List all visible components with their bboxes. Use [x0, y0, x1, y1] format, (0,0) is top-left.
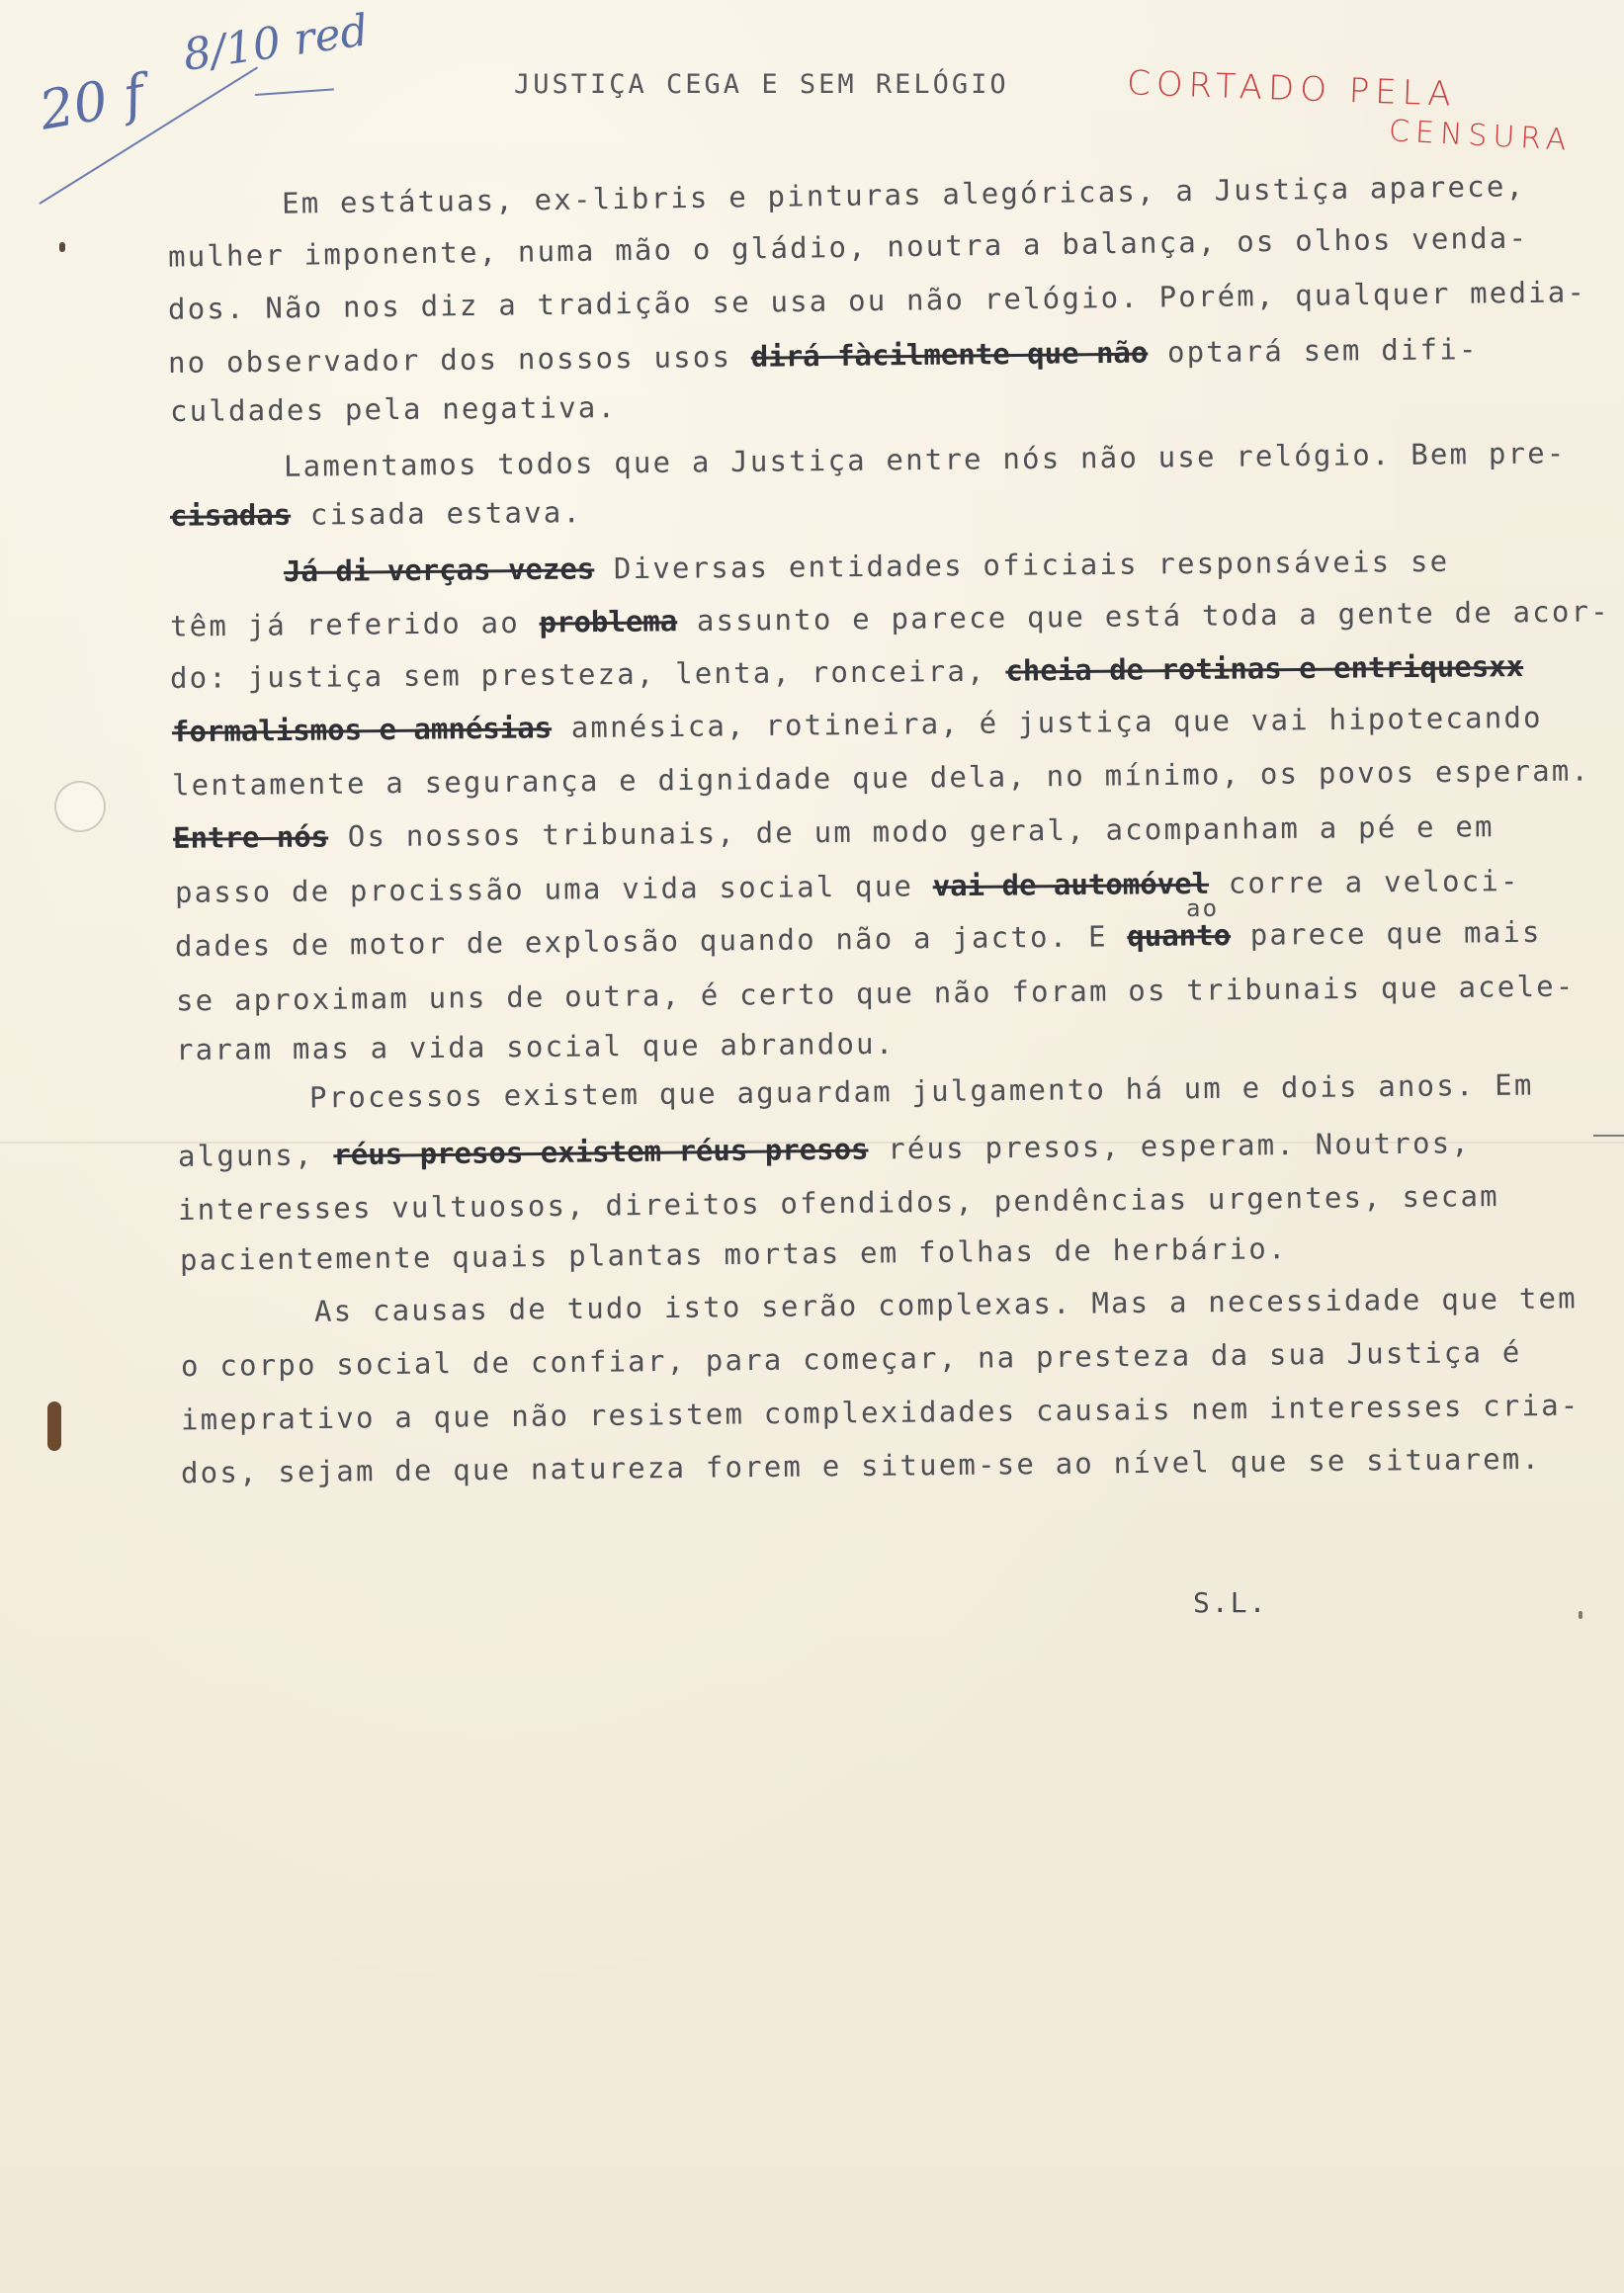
struck-out-text: vai de automóvel: [932, 866, 1210, 903]
line-text: Em estátuas, ex-libris e pinturas alegóricas, a Justiça aparece,: [281, 169, 1526, 220]
text-line: [172, 753, 1590, 802]
text-line: [178, 1126, 1471, 1173]
line-text: raram mas a vida social que abrandou.: [175, 1026, 896, 1067]
struck-out-text: cisadas: [169, 497, 292, 533]
line-text-continued: amnésica, rotineira, é justiça que vai hipotecando: [551, 700, 1543, 745]
line-text: pacientemente quais plantas mortas em folhas de herbário.: [179, 1231, 1288, 1277]
line-text: do: justiça sem presteza, lenta, ronceira,: [169, 653, 1006, 695]
line-text-continued: corre a veloci-: [1208, 864, 1520, 900]
text-line: [176, 970, 1576, 1018]
struck-out-text: formalismos e amnésias: [171, 711, 553, 749]
overtyped-correction: ao: [1186, 894, 1220, 922]
text-line: [170, 390, 617, 428]
line-text: dos. Não nos diz a tradição se usa ou não relógio. Porém, qualquer media-: [167, 275, 1587, 326]
punch-hole-top: [54, 781, 106, 832]
line-text: imeprativo a que não resistem complexidades causais nem interesses cria-: [180, 1388, 1581, 1437]
line-text: mulher imponente, numa mão o gládio, noutra a balança, os olhos venda-: [167, 220, 1529, 274]
censorship-annotation-line2: CENSURA: [1388, 114, 1574, 158]
line-text: no observador dos nossos usos: [167, 339, 751, 380]
text-line: [284, 436, 1567, 483]
text-line: [175, 864, 1520, 909]
struck-out-text: problema: [539, 604, 678, 639]
line-text: Lamentamos todos que a Justiça entre nós não use relógio. Bem pre-: [283, 436, 1567, 483]
line-text-continued: Os nossos tribunais, de um modo geral, acompanham a pé e em: [328, 809, 1495, 854]
text-line: [170, 594, 1610, 642]
line-text: lentamente a segurança e dignidade que dela, no mínimo, os povos esperam.: [171, 753, 1591, 803]
rust-mark: [47, 1401, 61, 1451]
document-title: JUSTIÇA CEGA E SEM RELÓGIO: [514, 69, 1009, 100]
line-text: culdades pela negativa.: [169, 390, 618, 428]
text-line: [170, 495, 582, 533]
text-line: [168, 220, 1529, 273]
pencil-number-annotation: 20 f: [35, 62, 149, 142]
line-text-continued: parece que mais: [1230, 914, 1542, 953]
text-line: [309, 1068, 1534, 1115]
edge-line-right: [1593, 1135, 1624, 1137]
text-line: [282, 169, 1526, 220]
text-line: [181, 1442, 1541, 1489]
line-text: se aproximam uns de outra, é certo que não foram os tribunais que acele-: [175, 969, 1576, 1018]
ink-dot: [59, 242, 65, 252]
pencil-date-annotation: 8/10 red: [180, 5, 372, 81]
text-line: [180, 1231, 1288, 1277]
line-text: passo de procissão uma vida social que: [174, 869, 933, 909]
text-line: [168, 332, 1479, 380]
text-line: [181, 1335, 1522, 1383]
line-text: dades de motor de explosão quando não a jacto. E: [174, 919, 1128, 964]
text-line: [175, 915, 1542, 963]
pencil-stroke-short: [255, 88, 334, 96]
line-text: têm já referido ao: [169, 605, 540, 643]
line-text: dos, sejam de que natureza forem e situem-se ao nível que se situarem.: [180, 1441, 1542, 1490]
line-text-continued: réus presos, esperam. Noutros,: [868, 1126, 1472, 1166]
line-text: Processos existem que aguardam julgamento há um e dois anos. Em: [308, 1067, 1534, 1115]
struck-out-text: réus presos existem réus presos: [333, 1132, 869, 1172]
text-line: [181, 1389, 1581, 1437]
text-line: [173, 809, 1495, 855]
censorship-annotation-line1: CORTADO PELA: [1126, 63, 1458, 115]
line-text: interesses vultuosos, direitos ofendidos, pendências urgentes, secam: [177, 1179, 1500, 1227]
small-dot-right: [1579, 1611, 1582, 1619]
line-text-continued: Diversas entidades oficiais responsáveis se: [594, 544, 1450, 586]
text-line: [176, 1027, 896, 1066]
text-line: [178, 1179, 1499, 1227]
struck-out-text: quanto: [1127, 918, 1232, 954]
line-text-continued: cisada estava.: [291, 495, 583, 532]
text-line: [168, 275, 1586, 326]
line-text: o corpo social de confiar, para começar, na presteza da sua Justiça é: [180, 1334, 1522, 1384]
struck-out-text: Já di verças vezes: [283, 552, 595, 589]
text-line: [314, 1281, 1578, 1327]
line-text-continued: assunto e parece que está toda a gente de acor-: [677, 594, 1611, 638]
text-line: [284, 545, 1450, 588]
text-line: [170, 649, 1523, 695]
line-text: alguns,: [177, 1138, 334, 1173]
signature: S.L.: [1193, 1586, 1268, 1619]
line-text-continued: optará sem difi-: [1148, 332, 1479, 370]
struck-out-text: Entre nós: [172, 819, 329, 855]
text-line: [172, 701, 1543, 749]
struck-out-text: cheia de rotinas e entriquesxx: [1005, 649, 1524, 688]
line-text: As causas de tudo isto serão complexas. Mas a necessidade que tem: [313, 1281, 1579, 1328]
struck-out-text: dirá fàcilmente que não: [750, 335, 1149, 374]
